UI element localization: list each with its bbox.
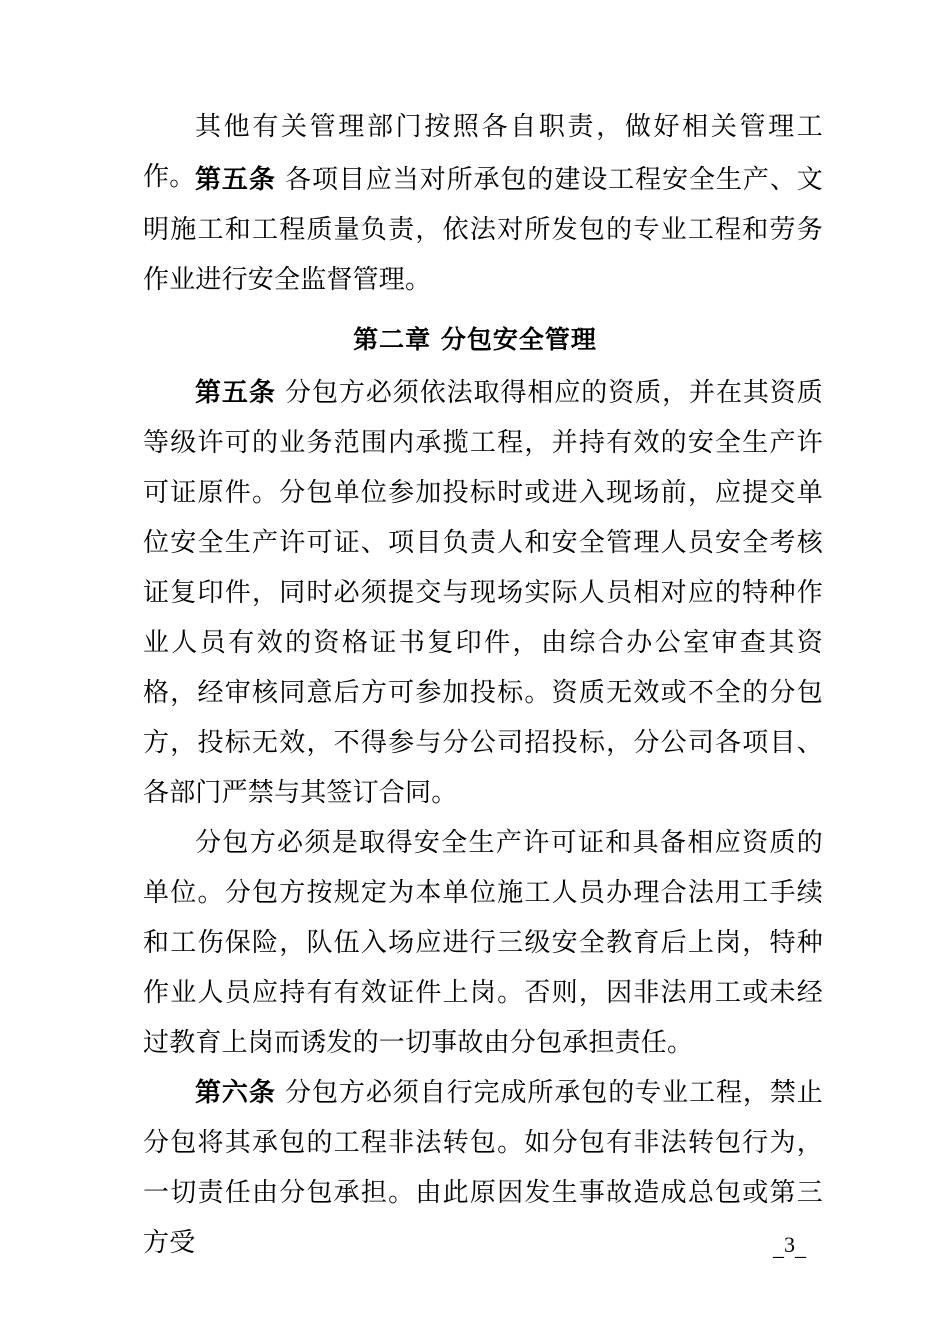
page-number-value: 3 — [784, 1232, 795, 1257]
paragraph-text: 分包方必须自行完成所承包的专业工程，禁止分包将其承包的工程非法转包。如分包有非法转包行为，一切责任由分包承担。由此原因发生事故造成总包或第三方受 — [143, 1078, 823, 1258]
paragraph-text: 分包方必须依法取得相应的资质，并在其资质等级许可的业务范围内承揽工程，并持有效的安全生产许可证原件。分包单位参加投标时或进入现场前，应提交单位安全生产许可证、项目负责人和安全管理人员安全考核证复印件，同时必须提交与现场实际人员相对应的特种作业人员有效的资格证书复印件，由综合办公室审查其资格，经审核同意后方可参加投标。资质无效或不全的分包方，投标无效，不得参与分公司招投标，分公司各项目、各部门严禁与其签订合同。 — [143, 378, 823, 808]
paragraph-article-6-no-illegal-subcontract — [143, 1068, 823, 1268]
paragraph-text: 分包方必须是取得安全生产许可证和具备相应资质的单位。分包方按规定为本单位施工人员办理合法用工手续和工伤保险，队伍入场应进行三级安全教育后上岗，特种作业人员应持有有效证件上岗。否则，因非法用工或未经过教育上岗而诱发的一切事故由分包承担责任。 — [143, 828, 823, 1058]
article-number: 第六条 — [195, 1078, 276, 1108]
paragraph-subcontractor-requirements — [143, 818, 823, 1068]
chapter-heading: 第二章 分包安全管理 — [353, 325, 597, 354]
paragraph-text: 其他有关管理部门按照各自职责，做好相关管理工作。 — [143, 112, 823, 192]
paragraph-article-5-subcontractor-qualification — [143, 368, 823, 818]
article-number: 第五条 — [195, 165, 276, 195]
paragraph-text: 各项目应当对所承包的建设工程安全生产、文明施工和工程质量负责，依法对所发包的专业工程和劳务作业进行安全监督管理。 — [143, 165, 823, 295]
article-number: 第五条 — [195, 378, 276, 408]
paragraph-article-5-project-responsibility — [143, 155, 823, 305]
page-number: _3_ — [773, 1232, 806, 1260]
